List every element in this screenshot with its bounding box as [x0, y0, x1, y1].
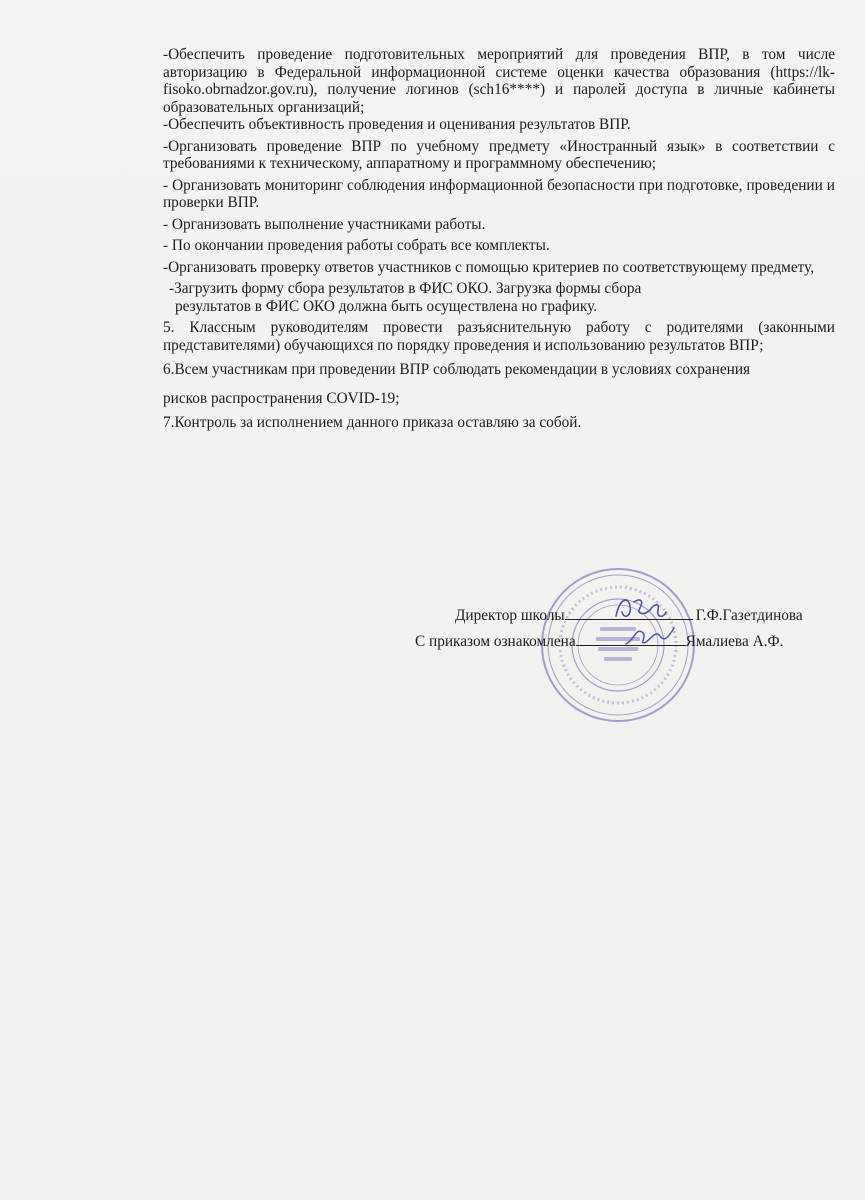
document-body [163, 46, 835, 432]
director-handwritten-signature [610, 590, 670, 626]
paragraph-foreign-language: -Организовать проведение ВПР по учебному предмету «Иностранный язык» в соответствии с требованиями к техническому, аппаратному и программному обеспечению; [163, 137, 835, 172]
paragraph-upload-form: -Загрузить форму сбора результатов в ФИС ОКО. Загрузка формы сбора [169, 280, 642, 297]
paragraph-check-answers: -Организовать проверку ответов участников с помощью критериев по соответствующему предмету, [163, 258, 815, 276]
paragraph-item-6-line2: рисков распространения COVID-19; [163, 390, 400, 407]
paragraph-item-6-line1: 6.Всем участникам при проведении ВПР соблюдать рекомендации в условиях сохранения [163, 361, 751, 378]
paragraph-authorization: -Обеспечить проведение подготовительных мероприятий для проведения ВПР, в том числе авторизацию в Федеральной информационной системе оценки качества образования (https://lk-fisoko.obrnadzor.gov.ru), получение логинов (sch16****) и паролей доступа в личные кабинеты образовательных организаций; [163, 46, 835, 116]
acquainted-name: Ямалиева А.Ф. [685, 633, 784, 650]
paragraph-item-5: 5. Классным руководителям провести разъяснительную работу с родителями (законными представителями) обучающихся по порядку проведения и использованию результатов ВПР; [163, 319, 835, 354]
paragraph-participants: - Организовать выполнение участниками работы. [163, 215, 486, 233]
paragraph-objectivity: -Обеспечить объективность проведения и оценивания результатов ВПР. [163, 116, 631, 133]
director-name: Г.Ф.Газетдинова [695, 607, 803, 624]
paragraph-monitoring: - Организовать мониторинг соблюдения информационной безопасности при подготовке, проведении и проверки ВПР. [163, 176, 835, 211]
paragraph-item-6 [163, 360, 835, 408]
director-label: Директор школы [455, 607, 565, 624]
acquainted-signature-row [415, 631, 783, 651]
acquainted-label: С приказом ознакомлена [415, 633, 576, 650]
paragraph-item-7: 7.Контроль за исполнением данного приказа оставляю за собой. [163, 414, 582, 431]
acquainted-handwritten-signature [622, 622, 678, 652]
paragraph-upload-schedule: результатов в ФИС ОКО должна быть осуществлена но графику. [175, 297, 598, 315]
paragraph-collect-kits: - По окончании проведения работы собрать все комплекты. [163, 237, 550, 254]
